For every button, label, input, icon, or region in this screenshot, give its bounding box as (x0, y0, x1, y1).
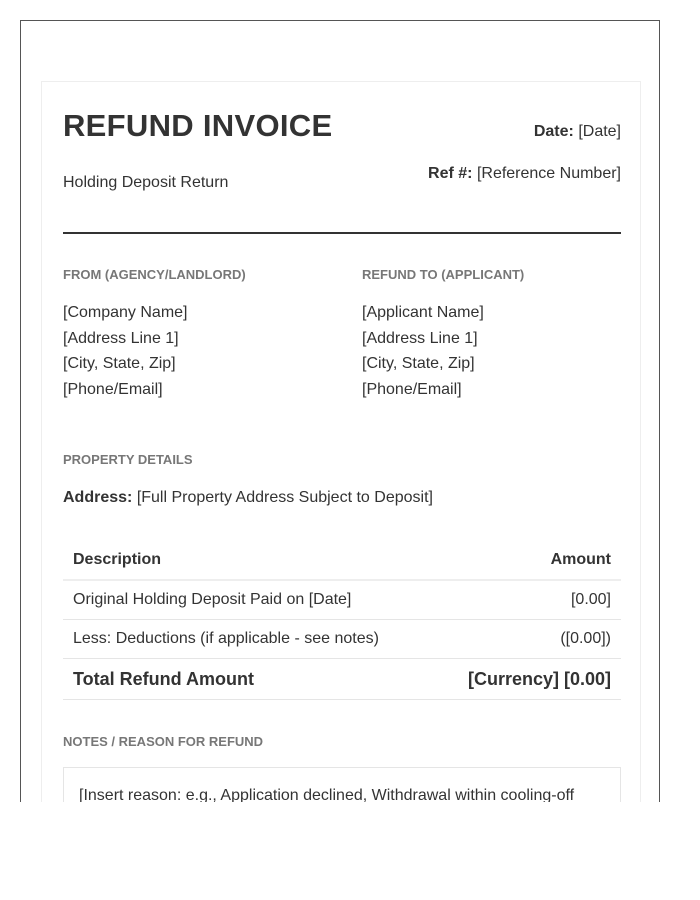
description-column-header: Description (73, 551, 162, 568)
total-label: Total Refund Amount (73, 669, 254, 689)
refund-to-line: [Applicant Name] (362, 304, 484, 321)
table-row (63, 581, 621, 620)
date-line (534, 123, 621, 141)
refund-to-heading: REFUND TO (APPLICANT) (362, 267, 525, 282)
property-address (63, 489, 433, 507)
total-row (63, 659, 621, 700)
document-frame (20, 20, 660, 802)
refund-to-line: [Address Line 1] (362, 329, 478, 347)
row-amount: ([0.00]) (560, 630, 611, 647)
total-amount: [Currency] [0.00] (467, 669, 611, 689)
property-heading: PROPERTY DETAILS (63, 452, 193, 467)
refund-to-line: [City, State, Zip] (362, 355, 475, 372)
amount-column-header: Amount (550, 551, 611, 568)
refund-to-line: [Phone/Email] (362, 380, 462, 398)
notes-text: [Insert reason: e.g., Application declined, Withdrawal within cooling-off (79, 787, 575, 802)
notes-box (63, 767, 621, 802)
header-divider (63, 232, 621, 234)
row-amount: [0.00] (570, 591, 611, 608)
invoice-sheet (41, 81, 641, 802)
from-line: [City, State, Zip] (63, 355, 176, 372)
property-address-label: Address: (63, 489, 133, 506)
reference-label: Ref #: (428, 165, 473, 182)
from-address-block (63, 300, 188, 402)
date-value: [Date] (578, 123, 621, 140)
invoice-subtitle: Holding Deposit Return (63, 174, 229, 191)
from-line: [Company Name] (63, 304, 188, 321)
from-heading: FROM (AGENCY/LANDLORD) (63, 267, 246, 282)
date-label: Date: (533, 123, 574, 140)
row-description: Original Holding Deposit Paid on [Date] (73, 591, 352, 608)
from-line: [Phone/Email] (63, 380, 163, 398)
row-description: Less: Deductions (if applicable - see notes) (73, 630, 379, 647)
property-address-value: [Full Property Address Subject to Deposit] (136, 489, 433, 506)
reference-line (428, 165, 621, 183)
from-line: [Address Line 1] (63, 329, 179, 347)
reference-value: [Reference Number] (476, 165, 621, 182)
invoice-title: REFUND INVOICE (63, 108, 333, 143)
refund-to-address-block (362, 300, 484, 402)
refund-table (63, 541, 621, 700)
table-row (63, 620, 621, 659)
table-header-row (63, 541, 621, 581)
notes-heading: NOTES / REASON FOR REFUND (63, 734, 264, 749)
